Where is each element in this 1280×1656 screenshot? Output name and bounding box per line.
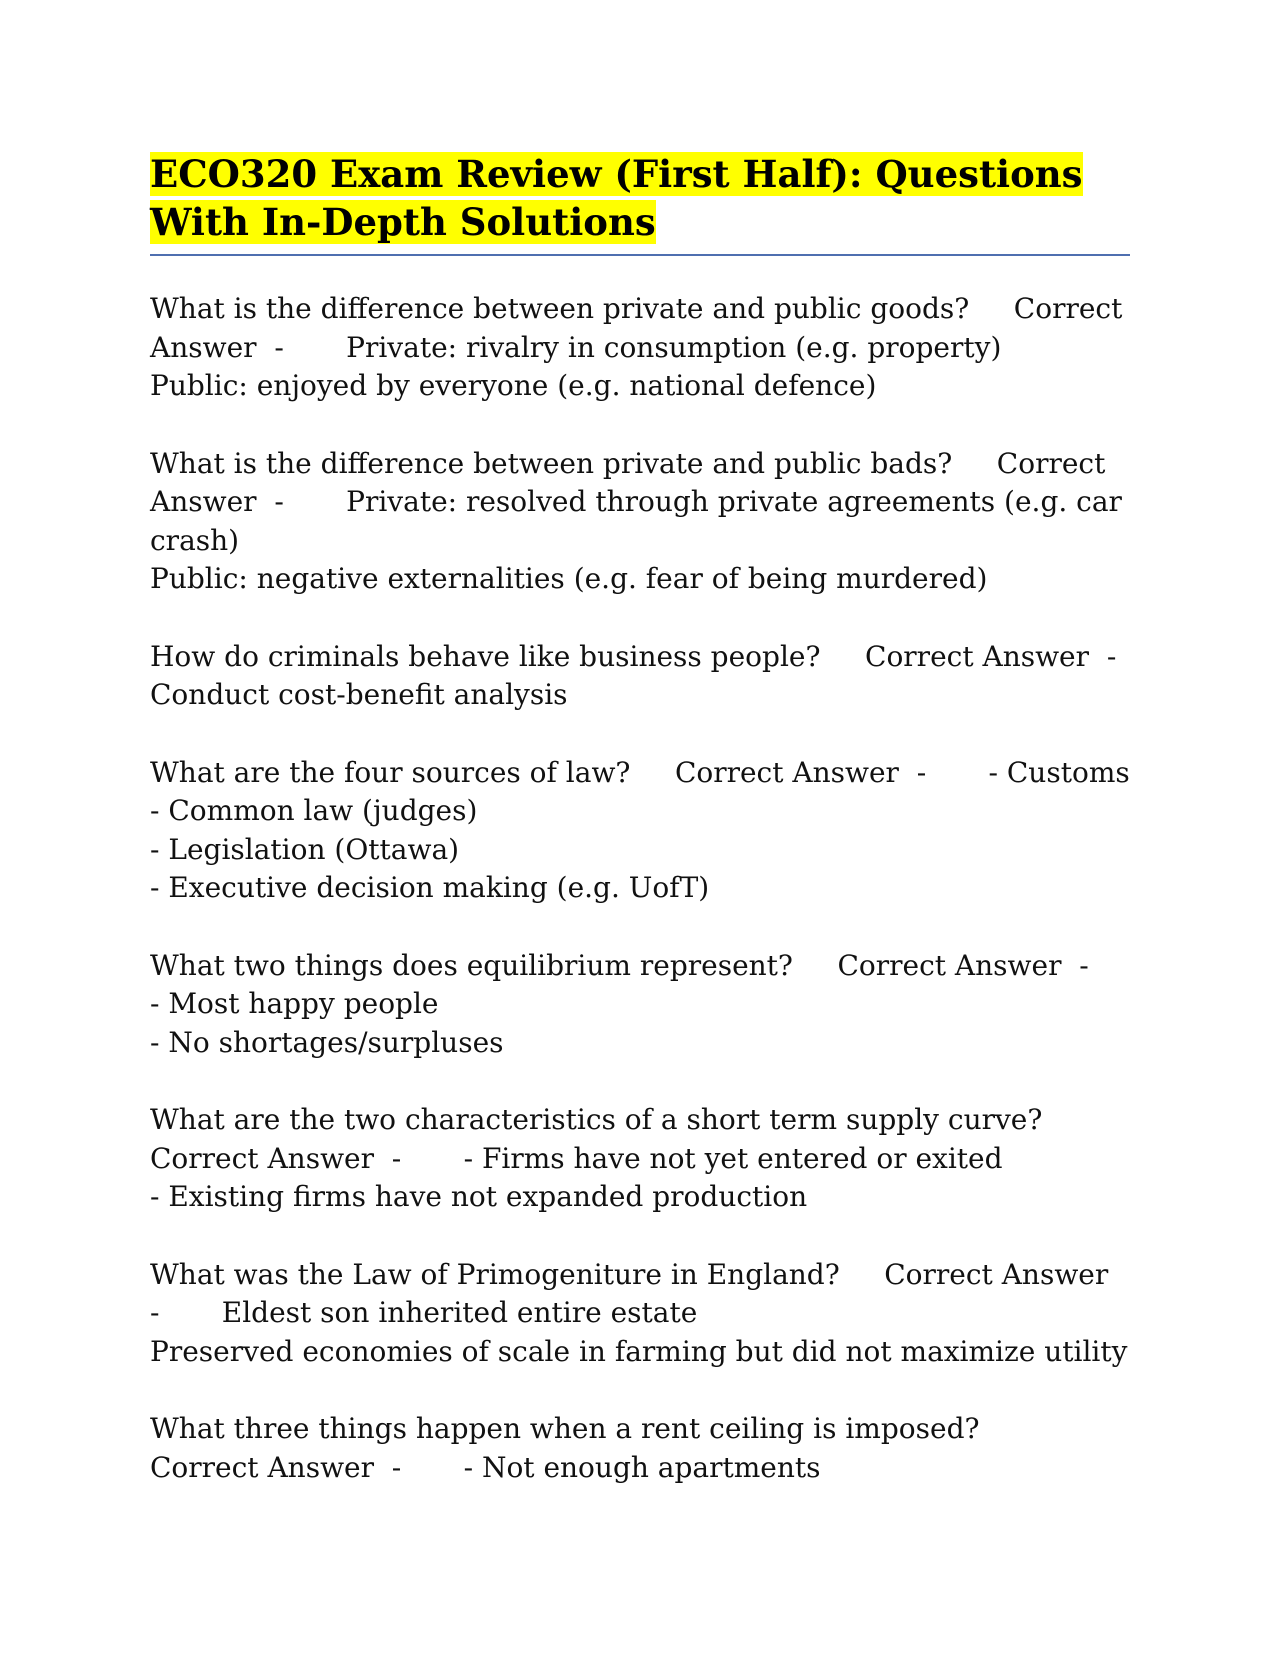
qa-item: What are the two characteristics of a short term supply curve? Correct Answer - - Firms have not yet entered or exited - Existing firms have not expanded production	[150, 1103, 1043, 1213]
correct-answer-label: Correct Answer	[150, 292, 1132, 364]
document-title	[150, 150, 1130, 246]
answer-line: - Customs	[988, 755, 1130, 789]
qa-item: What is the difference between private and public goods? Correct Answer - Private: rivalry in consumption (e.g. property) Public: enjoyed by everyone (e.g. national defence)	[150, 292, 1132, 402]
answer-line: - Executive decision making (e.g. UofT)	[150, 871, 710, 904]
answer-line: - Not enough apartments	[463, 1450, 821, 1484]
question-text: What two things does equilibrium represent?	[150, 948, 793, 982]
title-underline-rule	[150, 254, 1130, 256]
correct-answer-label: Correct Answer	[837, 948, 1062, 982]
correct-answer-label: Correct Answer	[150, 1450, 374, 1484]
answer-line: Preserved economies of scale in farming but did not maximize utility	[150, 1334, 1128, 1368]
question-text: What are the two characteristics of a short term supply curve?	[150, 1103, 1043, 1136]
title-highlight: ECO320 Exam Review (First Half): Questions With In-Depth Solutions	[150, 152, 1083, 244]
question-text: How do criminals behave like business people?	[150, 639, 821, 673]
answer-line: - No shortages/surpluses	[150, 1025, 504, 1059]
correct-answer-label: Correct Answer	[150, 1141, 374, 1175]
answer-line: Conduct cost-benefit analysis	[150, 678, 568, 711]
correct-answer-label: Correct Answer	[884, 1257, 1109, 1291]
question-text: What three things happen when a rent ceiling is imposed?	[150, 1412, 980, 1445]
qa-item: What was the Law of Primogeniture in England? Correct Answer - Eldest son inherited entire estate Preserved economies of scale in farming but did not maximize utility	[150, 1257, 1128, 1368]
answer-line: Public: negative externalities (e.g. fear of being murdered)	[150, 562, 988, 595]
question-text: What is the difference between private and public goods?	[150, 292, 970, 325]
answer-line: Public: enjoyed by everyone (e.g. national defence)	[150, 369, 877, 402]
answer-line: - Firms have not yet entered or exited	[463, 1141, 1003, 1175]
qa-item: What is the difference between private and public bads? Correct Answer - Private: resolved through private agreements (e.g. car crash) Public: negative externalities (e.g. fear of being murdered)	[150, 446, 1131, 595]
answer-line: Private: resolved through private agreements (e.g. car crash)	[150, 485, 1131, 557]
question-text: What are the four sources of law?	[150, 755, 631, 789]
correct-answer-label: Correct Answer	[865, 639, 1090, 673]
answer-line: - Existing firms have not expanded production	[150, 1180, 808, 1213]
question-text: What was the Law of Primogeniture in England?	[150, 1257, 840, 1291]
correct-answer-label: Correct Answer	[674, 755, 899, 789]
answer-line: Private: rivalry in consumption (e.g. property)	[346, 330, 1002, 364]
title-block	[150, 150, 1130, 246]
qa-item: What three things happen when a rent ceiling is imposed? Correct Answer - - Not enough apartments	[150, 1412, 980, 1484]
answer-line: - Most happy people	[150, 987, 439, 1020]
qa-item: How do criminals behave like business people? Correct Answer - Conduct cost-benefit analysis	[150, 639, 1179, 711]
qa-list	[150, 290, 1179, 1526]
qa-item: What two things does equilibrium represent? Correct Answer - - Most happy people - No shortages/surpluses	[150, 948, 1152, 1059]
answer-line: - Legislation (Ottawa)	[150, 832, 460, 866]
question-text: What is the difference between private and public bads?	[150, 446, 953, 480]
answer-line: Eldest son inherited entire estate	[221, 1296, 698, 1329]
qa-item: What are the four sources of law? Correct Answer - - Customs - Common law (judges) - Legislation (Ottawa) - Executive decision making (e.g. UofT)	[150, 755, 1130, 904]
correct-answer-label: Correct Answer	[150, 446, 1115, 518]
answer-line: - Common law (judges)	[150, 794, 478, 827]
